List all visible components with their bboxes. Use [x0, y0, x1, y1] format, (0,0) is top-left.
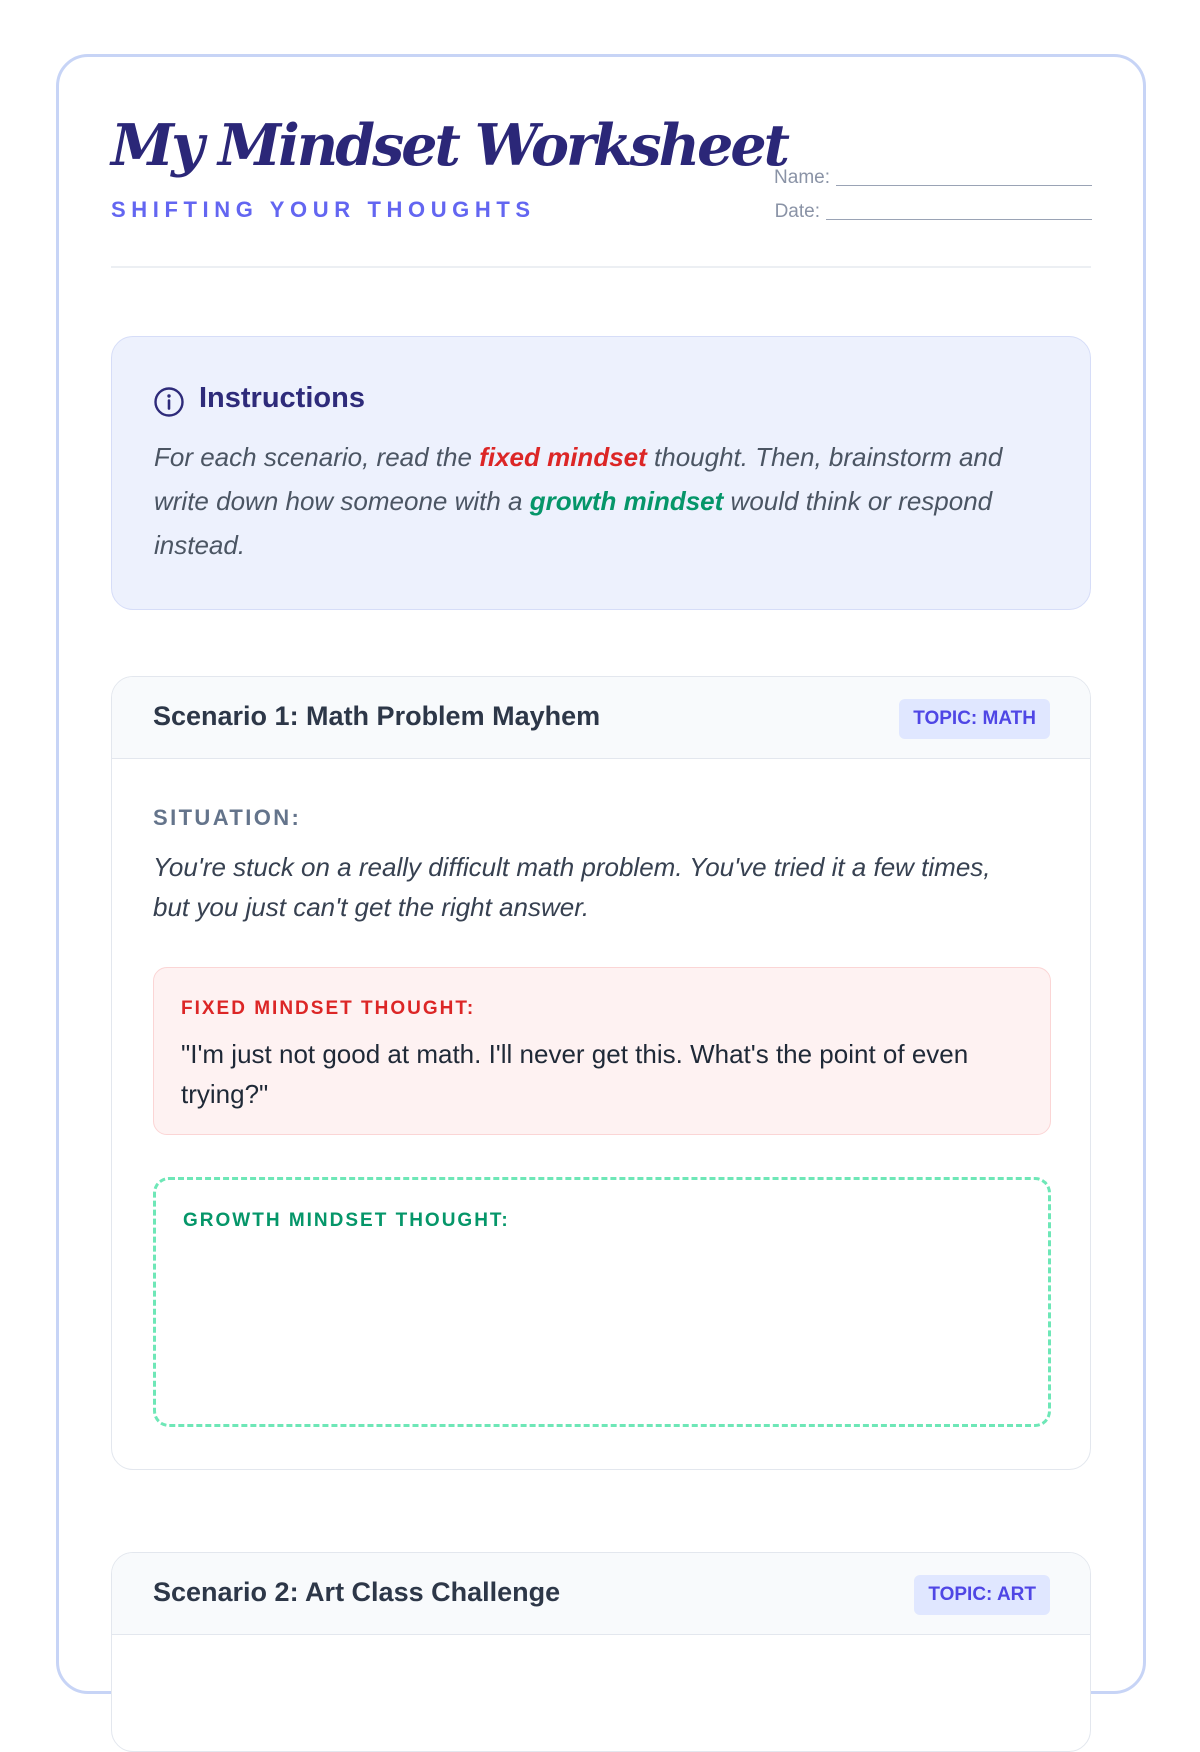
scenario-header [112, 677, 1090, 759]
instructions-text [154, 435, 1064, 567]
instructions-text-part: thought. Then, brainstorm and write down how someone with a [154, 442, 1003, 516]
topic-badge: TOPIC: ART [914, 1575, 1050, 1615]
growth-mindset-highlight: growth mindset [529, 486, 724, 516]
date-line[interactable] [826, 219, 1092, 220]
name-field[interactable] [774, 167, 1092, 189]
scenario-header [112, 1553, 1090, 1635]
situation-text: You're stuck on a really difficult math problem. You've tried it a few times, but you just can't get the right answer. [153, 852, 991, 922]
situation-label: SITUATION: [153, 805, 302, 830]
scenario-title: Scenario 1: Math Problem Mayhem [153, 701, 601, 731]
name-line[interactable] [836, 185, 1092, 186]
scenario-card [111, 1552, 1091, 1752]
fixed-mindset-thought: "I'm just not good at math. I'll never get this. What's the point of even trying?" [181, 1039, 969, 1109]
date-label: Date: [774, 201, 820, 222]
instructions-panel [111, 336, 1091, 610]
page-subtitle: SHIFTING YOUR THOUGHTS [111, 197, 536, 222]
instructions-text-part: would think or respond instead. [154, 486, 993, 560]
instructions-text-part: For each scenario, read the [154, 442, 480, 472]
growth-mindset-label: GROWTH MINDSET THOUGHT: [183, 1210, 510, 1231]
info-icon [153, 386, 185, 418]
topic-badge: TOPIC: MATH [899, 699, 1050, 739]
scenario-card [111, 676, 1091, 1470]
page-title: My Mindset Worksheet [111, 112, 787, 179]
instructions-heading: Instructions [199, 382, 365, 414]
growth-mindset-input[interactable] [180, 1250, 1025, 1410]
fixed-mindset-highlight: fixed mindset [479, 442, 647, 472]
growth-mindset-box[interactable] [153, 1177, 1051, 1427]
header-divider [111, 266, 1091, 268]
fixed-mindset-box [153, 967, 1051, 1135]
fixed-mindset-label: FIXED MINDSET THOUGHT: [181, 998, 476, 1019]
scenario-title: Scenario 2: Art Class Challenge [153, 1577, 561, 1607]
date-field[interactable] [775, 201, 1092, 223]
name-label: Name: [774, 167, 830, 188]
